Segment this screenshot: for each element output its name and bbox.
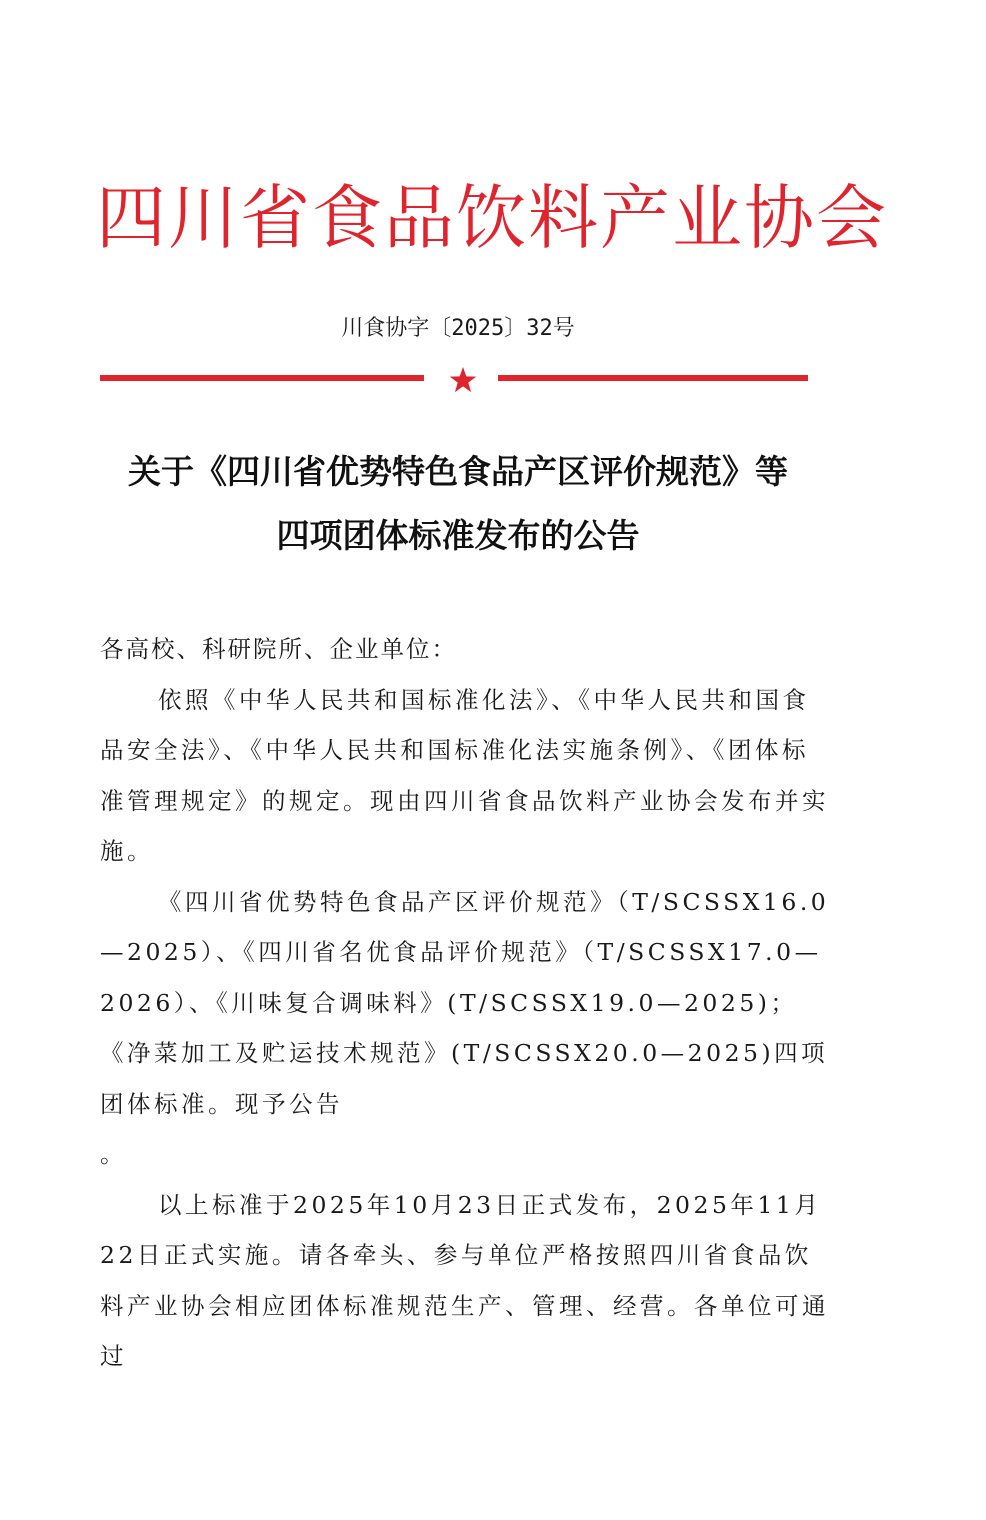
title-line-1: 关于《四川省优势特色食品产区评价规范》等 [128, 452, 788, 491]
paragraph-effective-dates: 以上标准于2025年10月23日正式发布，2025年11月22日正式实施。请各牵头、参与单位严格按照四川省食品饮料产业协会相应团体标准规范生产、管理、经营。各单位可通过 [100, 1190, 829, 1370]
salutation: 各高校、科研院所、企业单位： [100, 635, 457, 663]
paragraph-standards-list-end: 。 [100, 1140, 127, 1168]
star-icon [449, 366, 477, 394]
red-divider [100, 366, 810, 396]
org-header: 四川省食品饮料产业协会 [96, 177, 888, 259]
paragraph-standards-list: 《四川省优势特色食品产区评价规范》（T/SCSSX16.0—2025）、《四川省名优食品评价规范》（T/SCSSX17.0—2026）、《川味复合调味料》(T/SCSSX19.0—2025)；《净菜加工及贮运技术规范》(T/SCSSX20.0—2025)四项团体标准。现予公告 [100, 887, 830, 1118]
announcement-body [100, 624, 830, 1382]
divider-rule-right [498, 375, 808, 381]
announcement-title [0, 440, 916, 568]
title-line-2: 四项团体标准发布的公告 [276, 516, 640, 555]
document-number: 川食协字〔2025〕32号 [341, 316, 575, 341]
divider-rule-left [100, 375, 424, 381]
paragraph-legal-basis: 依照《中华人民共和国标准化法》、《中华人民共和国食品安全法》、《中华人民共和国标准化法实施条例》、《团体标准管理规定》的规定。现由四川省食品饮料产业协会发布并实施。 [100, 685, 829, 865]
